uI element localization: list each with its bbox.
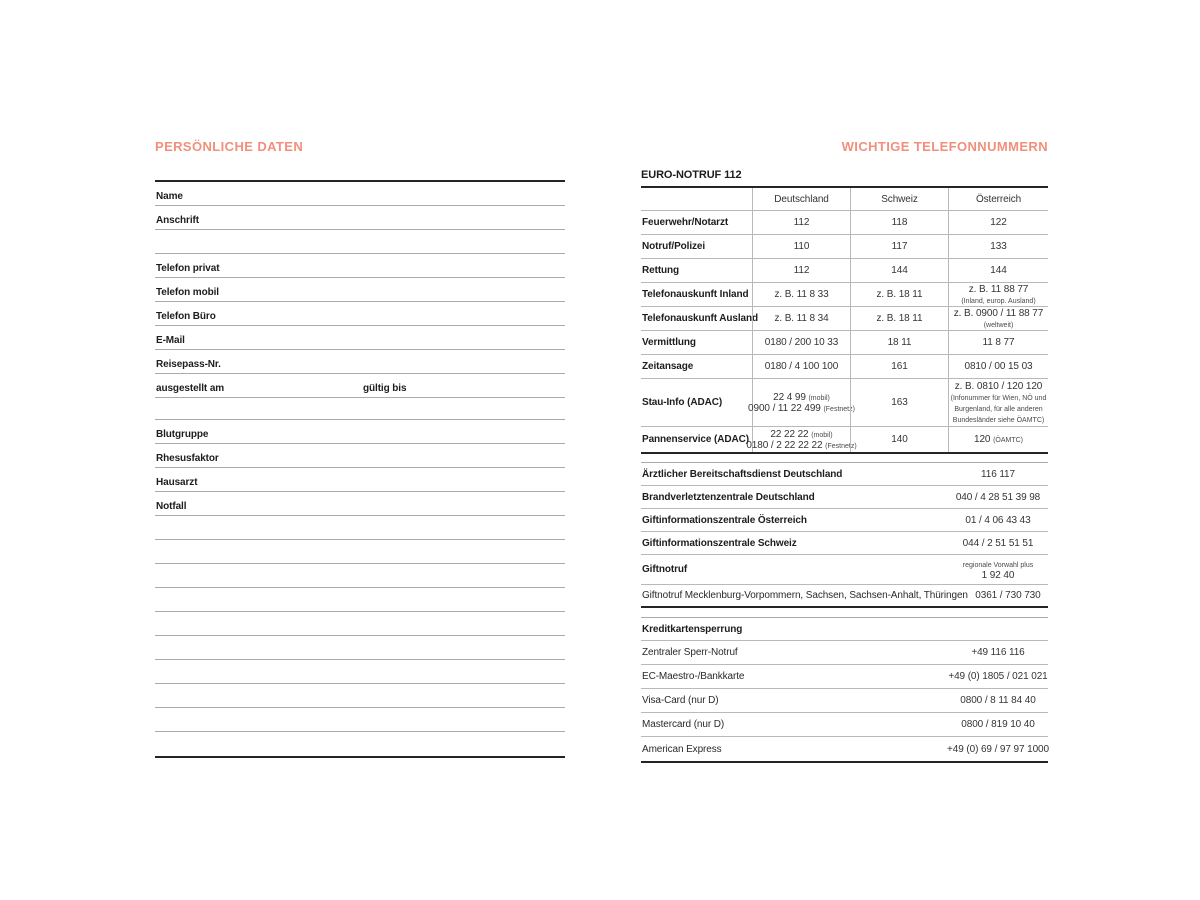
emergency-row: [641, 486, 1048, 509]
emergency-label: Giftnotruf: [642, 564, 688, 575]
form-field-row: [155, 374, 565, 398]
euro-row-label-cell: [641, 355, 752, 378]
phone-line: [974, 434, 1023, 445]
emergency-number: [948, 538, 1048, 549]
euro-table-row: [641, 235, 1048, 259]
phone-line: [891, 361, 907, 372]
phone-line: [982, 570, 1015, 581]
phone-line: [947, 744, 1049, 755]
euro-phone-cell: [948, 427, 1048, 452]
phone-line: [765, 361, 838, 372]
blank-writing-line: [155, 732, 565, 756]
euro-phone-cell: [850, 283, 948, 306]
euro-phone-cell: [850, 259, 948, 282]
column-header-text: Schweiz: [881, 193, 918, 205]
euro-phone-cell: [948, 259, 1048, 282]
form-field-row: [155, 206, 565, 230]
euro-phone-cell: [752, 307, 850, 330]
emergency-number: [968, 590, 1048, 601]
phone-number-text: z. B. 18 11: [876, 313, 923, 324]
credit-row: [641, 689, 1048, 713]
phone-line: [955, 381, 1043, 392]
phone-line: [877, 289, 923, 300]
euro-row-label: Stau-Info (ADAC): [642, 397, 723, 408]
form-field-row: [155, 278, 565, 302]
phone-number-note: (ÖAMTC): [993, 437, 1024, 444]
emergency-label: Brandverletztenzentrale Deutschland: [642, 491, 815, 503]
blank-writing-line: [155, 540, 565, 564]
phone-line: [954, 308, 1043, 319]
phone-number-text: 117: [891, 241, 908, 252]
credit-label: Visa-Card (nur D): [642, 695, 719, 706]
euro-table-row: [641, 331, 1048, 355]
column-header-text: Österreich: [975, 193, 1022, 205]
credit-card-blocking-table: [641, 617, 1048, 763]
euro-table-row: [641, 379, 1048, 427]
phone-number-text: 040 / 4 28 51 39 98: [955, 491, 1041, 503]
emergency-row: [641, 585, 1048, 606]
phone-line: [975, 590, 1040, 601]
euro-row-label-cell: [641, 211, 752, 234]
euro-table-row: [641, 259, 1048, 283]
form-field-row: [155, 444, 565, 468]
euro-row-label-cell: [641, 331, 752, 354]
credit-row: [641, 665, 1048, 689]
phone-number-text: 0361 / 730 730: [975, 590, 1041, 601]
phone-number-text: z. B. 0900 / 11 88 77: [953, 307, 1044, 319]
credit-number: [948, 695, 1048, 706]
euro-phone-cell: [752, 355, 850, 378]
phone-number-text: z. B. 11 8 33: [774, 289, 829, 300]
phone-line: [983, 337, 1015, 348]
phone-number-text: 140: [891, 434, 908, 445]
personal-data-title: PERSÖNLICHE DATEN: [155, 139, 304, 154]
phone-number-note: Bundesländer siehe ÖAMTC): [952, 416, 1045, 424]
phone-number-text: 22 4 99: [773, 391, 809, 403]
euro-phone-cell: [752, 259, 850, 282]
phone-number-text: 044 / 2 51 51 51: [962, 537, 1034, 549]
euro-table-row: [641, 427, 1048, 452]
phone-number-text: 0810 / 00 15 03: [964, 361, 1033, 372]
phone-number-text: 0900 / 11 22 499: [748, 402, 824, 414]
phone-number-note: (Infonummer für Wien, NÖ und: [950, 394, 1047, 402]
phone-line: [971, 647, 1024, 658]
phone-line: [891, 434, 907, 445]
euro-phone-cell: [748, 379, 855, 426]
euro-notruf-heading: EURO-NOTRUF 112: [641, 169, 742, 181]
phone-line: [990, 217, 1006, 228]
credit-number: [948, 719, 1048, 730]
form-field-row: [155, 468, 565, 492]
emergency-number: [948, 515, 1048, 526]
form-field-label: Telefon mobil: [156, 287, 219, 298]
credit-label: EC-Maestro-/Bankkarte: [642, 671, 745, 682]
euro-row-label: Pannenservice (ADAC): [642, 434, 749, 445]
euro-phone-cell: [948, 355, 1048, 378]
phone-line: [794, 241, 810, 252]
form-field-row: [155, 182, 565, 206]
blank-writing-line: [155, 684, 565, 708]
phone-number-text: +49 116 116: [971, 647, 1025, 658]
form-field-row: [155, 230, 565, 254]
phone-number-text: 18 11: [887, 337, 912, 348]
credit-number: [948, 744, 1048, 755]
form-field-label: Blutgruppe: [156, 429, 209, 440]
form-field-label: Name: [156, 191, 183, 202]
phone-line: [774, 289, 828, 300]
euro-table-column-header: [752, 188, 850, 210]
euro-table-row: [641, 307, 1048, 331]
euro-row-label: Feuerwehr/Notarzt: [642, 217, 729, 228]
euro-phone-cell: [948, 211, 1048, 234]
phone-number-note: (weltweit): [983, 321, 1014, 329]
phone-line: [892, 217, 908, 228]
form-field-label: Telefon Büro: [156, 311, 216, 322]
credit-label: American Express: [642, 743, 722, 755]
euro-table-column-header: [948, 188, 1048, 210]
phone-line: [892, 241, 908, 252]
euro-table-row: [641, 283, 1048, 307]
phone-number-note: (Festnetz): [823, 405, 855, 413]
euro-notruf-table: [641, 186, 1048, 454]
phone-number-text: 0180 / 200 10 33: [764, 337, 839, 348]
emergency-label: Ärztlicher Bereitschaftsdienst Deutschland: [642, 468, 843, 480]
phone-number-text: 0180 / 4 100 100: [764, 361, 839, 372]
emergency-label: Giftinformationszentrale Österreich: [642, 514, 807, 526]
phone-line: [888, 337, 912, 348]
euro-row-label-cell: [641, 283, 752, 306]
form-field-row: [155, 326, 565, 350]
phone-number-text: 163: [891, 397, 908, 408]
form-field-row: [155, 254, 565, 278]
phone-line: [990, 265, 1006, 276]
phone-line: [990, 241, 1006, 252]
blank-writing-line: [155, 708, 565, 732]
phone-number-note: (mobil): [808, 394, 830, 402]
credit-header-row: [641, 618, 1048, 641]
blank-writing-line: [155, 564, 565, 588]
emergency-row: [641, 509, 1048, 532]
phone-number-text: 01 / 4 06 43 43: [965, 514, 1031, 526]
emergency-number: [948, 469, 1048, 480]
column-header-text: Deutschland: [774, 193, 829, 205]
blank-writing-line: [155, 588, 565, 612]
emergency-row: [641, 555, 1048, 585]
credit-label: Mastercard (nur D): [642, 719, 725, 730]
phone-line: [984, 319, 1014, 330]
phone-number-text: 22 22 22: [770, 428, 812, 440]
phone-line: [891, 265, 907, 276]
phone-line: [963, 538, 1034, 549]
euro-phone-cell: [752, 235, 850, 258]
euro-row-label-cell: [641, 379, 752, 426]
euro-phone-cell: [850, 331, 948, 354]
euro-phone-cell: [746, 427, 857, 452]
euro-phone-cell: [850, 355, 948, 378]
phone-number-text: z. B. 0810 / 120 120: [954, 380, 1043, 392]
phone-number-note: (mobil): [811, 431, 833, 439]
phone-line: [963, 559, 1033, 570]
credit-label: Zentraler Sperr-Notruf: [642, 647, 738, 658]
euro-phone-cell: [752, 211, 850, 234]
form-field-label: Telefon privat: [156, 263, 220, 274]
euro-row-label: Zeitansage: [642, 361, 694, 372]
euro-phone-cell: [948, 331, 1048, 354]
phone-line: [774, 313, 828, 324]
phone-number-note: regionale Vorwahl plus: [962, 561, 1034, 569]
phone-line: [981, 469, 1015, 480]
form-field-row: [155, 420, 565, 444]
credit-row: [641, 713, 1048, 737]
credit-row: [641, 737, 1048, 761]
phone-number-text: z. B. 11 88 77: [968, 283, 1029, 295]
phone-number-text: 0800 / 819 10 40: [961, 719, 1035, 730]
phone-number-text: 112: [793, 217, 810, 228]
phone-number-text: 144: [891, 265, 908, 276]
phone-number-text: z. B. 18 11: [876, 289, 923, 300]
euro-row-label: Telefonauskunft Inland: [642, 289, 749, 300]
blank-writing-line: [155, 636, 565, 660]
euro-row-label-cell: [641, 307, 759, 330]
blank-writing-line: [155, 612, 565, 636]
phone-line: [891, 397, 907, 408]
form-field-label: Anschrift: [156, 215, 199, 226]
phone-number-text: 0800 / 8 11 84 40: [960, 695, 1036, 706]
phone-line: [965, 515, 1030, 526]
euro-phone-cell: [752, 283, 850, 306]
phone-line: [794, 265, 810, 276]
blank-writing-line: [155, 516, 565, 540]
emergency-label: Giftnotruf Mecklenburg-Vorpommern, Sachsen, Sachsen-Anhalt, Thüringen: [642, 590, 968, 601]
emergency-numbers-table: [641, 462, 1048, 608]
euro-row-label: Notruf/Polizei: [642, 241, 706, 252]
phone-line: [954, 403, 1042, 414]
euro-phone-cell: [948, 283, 1048, 306]
euro-row-label: Vermittlung: [642, 337, 696, 348]
phone-number-text: 112: [793, 265, 810, 276]
euro-phone-cell: [850, 211, 948, 234]
phone-number-text: 120: [973, 434, 994, 445]
form-field-label: Reisepass-Nr.: [156, 359, 221, 370]
phone-number-note: Burgenland, für alle anderen: [954, 405, 1043, 413]
form-field-label: Notfall: [156, 501, 187, 512]
phone-number-text: 11 8 77: [982, 337, 1015, 348]
phone-line: [953, 414, 1044, 425]
euro-row-label: Rettung: [642, 265, 680, 276]
medical-data-form: [155, 419, 565, 758]
phone-line: [964, 361, 1032, 372]
form-field-label: gültig bis: [363, 383, 407, 394]
form-field-label: E-Mail: [156, 335, 185, 346]
form-field-label: Hausarzt: [156, 477, 198, 488]
personal-data-form: [155, 180, 565, 398]
phone-line: [746, 440, 856, 451]
euro-table-header-row: [641, 188, 1048, 211]
phone-line: [773, 392, 830, 403]
phone-number-text: 0180 / 2 22 22 22: [746, 439, 826, 451]
phone-number-text: 1 92 40: [981, 569, 1015, 581]
emergency-row: [641, 532, 1048, 555]
phone-number-text: 144: [990, 265, 1007, 276]
phone-number-text: +49 (0) 1805 / 021 021: [948, 671, 1048, 682]
emergency-number: [948, 492, 1048, 503]
phone-number-text: 161: [891, 361, 908, 372]
euro-table-row: [641, 355, 1048, 379]
form-field-label: Rhesusfaktor: [156, 453, 219, 464]
euro-phone-cell: [850, 427, 948, 452]
form-field-row: [155, 302, 565, 326]
euro-phone-cell: [948, 235, 1048, 258]
euro-table-row: [641, 211, 1048, 235]
phone-line: [961, 295, 1035, 306]
euro-row-label-cell: [641, 427, 752, 452]
emergency-label: Giftinformationszentrale Schweiz: [642, 537, 797, 549]
euro-phone-cell: [752, 331, 850, 354]
phone-number-note: (Inland, europ. Ausland): [961, 297, 1036, 305]
phone-number-note: (Festnetz): [825, 442, 857, 450]
euro-row-label-cell: [641, 259, 752, 282]
form-field-row: [155, 492, 565, 516]
phone-line: [794, 217, 810, 228]
form-field-label: ausgestellt am: [156, 383, 225, 394]
phone-number-text: 133: [990, 241, 1007, 252]
phone-line: [969, 284, 1029, 295]
euro-row-label-cell: [641, 235, 752, 258]
phone-line: [961, 719, 1034, 730]
form-field-row: [155, 350, 565, 374]
emergency-number: [948, 559, 1048, 581]
phone-line: [770, 429, 832, 440]
euro-phone-cell: [850, 235, 948, 258]
phone-line: [956, 492, 1040, 503]
emergency-row: [641, 463, 1048, 486]
euro-phone-cell: [850, 307, 948, 330]
phone-number-text: +49 (0) 69 / 97 97 1000: [947, 743, 1049, 755]
phone-line: [960, 695, 1035, 706]
phone-number-text: z. B. 11 8 34: [774, 313, 829, 324]
phone-number-text: 110: [793, 241, 810, 252]
important-numbers-title: WICHTIGE TELEFONNUMMERN: [841, 139, 1048, 154]
euro-phone-cell: [948, 379, 1048, 426]
credit-section-heading: Kreditkartensperrung: [642, 623, 743, 635]
phone-number-text: 116 117: [981, 468, 1015, 480]
phone-number-text: 122: [990, 217, 1007, 228]
phone-line: [748, 403, 855, 414]
euro-table-column-header: [850, 188, 948, 210]
euro-row-label: Telefonauskunft Ausland: [642, 313, 759, 324]
credit-number: [948, 671, 1048, 682]
phone-line: [948, 671, 1047, 682]
phone-number-text: 118: [891, 217, 908, 228]
credit-number: [948, 647, 1048, 658]
blank-writing-line: [155, 660, 565, 684]
credit-row: [641, 641, 1048, 665]
phone-line: [951, 392, 1047, 403]
euro-table-corner-cell: [641, 188, 752, 210]
euro-phone-cell: [850, 379, 948, 426]
phone-line: [877, 313, 923, 324]
euro-phone-cell: [948, 307, 1048, 330]
phone-line: [765, 337, 838, 348]
